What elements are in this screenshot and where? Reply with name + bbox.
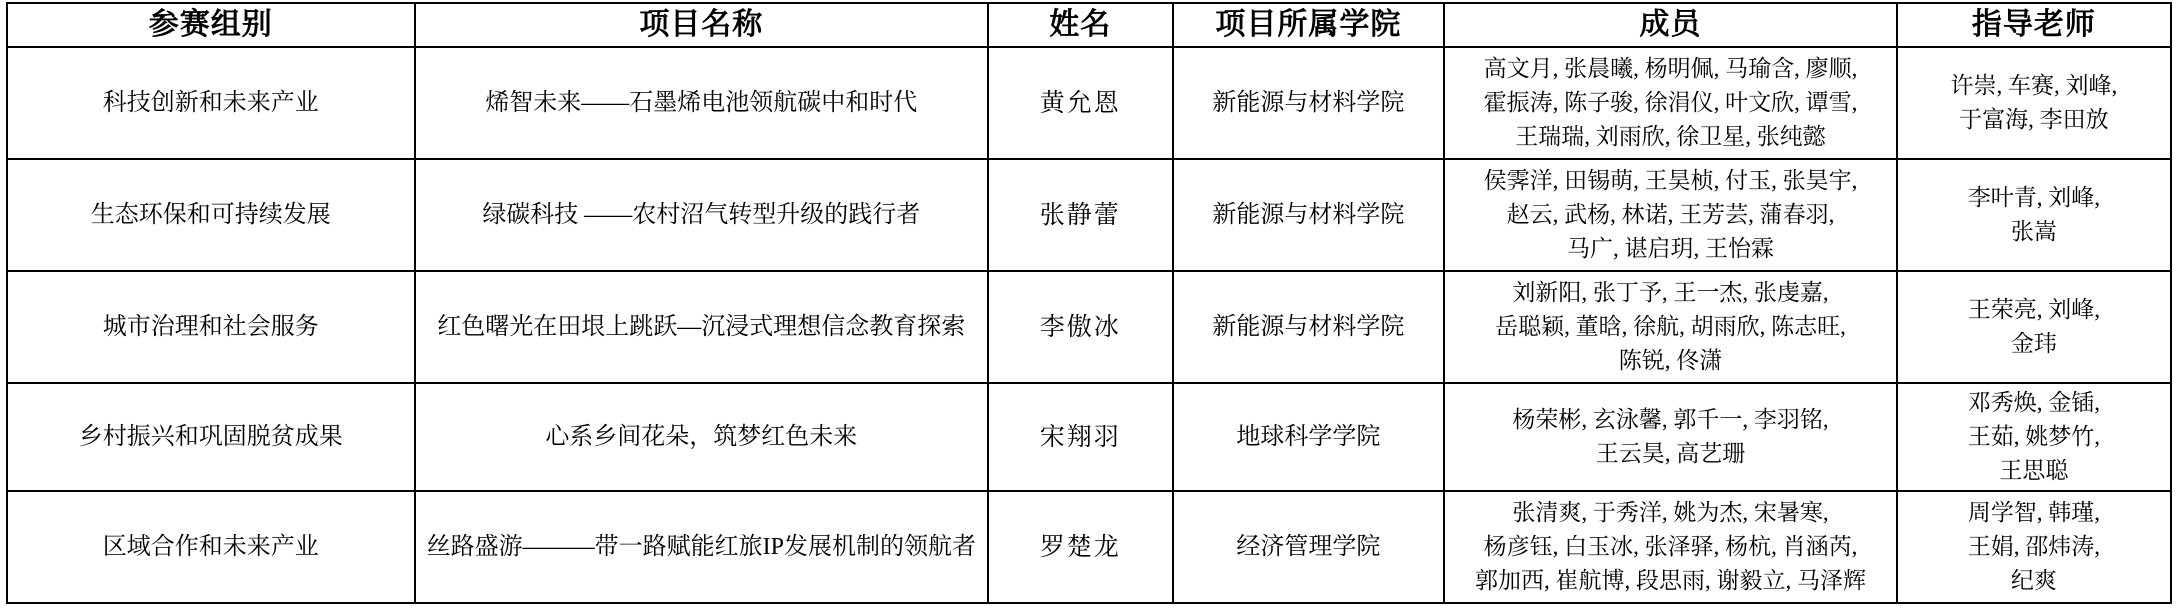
cell-project: 丝路盛游———带一路赋能红旅IP发展机制的领航者 [415, 491, 988, 603]
cell-teacher [1897, 47, 2171, 159]
teacher-line: 金玮 [2010, 331, 2057, 356]
header-group: 参赛组别 [7, 3, 415, 47]
member-line: 霍振涛, 陈子骏, 徐涓仪, 叶文欣, 谭雪, [1483, 90, 1858, 115]
header-members: 成员 [1444, 3, 1896, 47]
cell-group: 区域合作和未来产业 [7, 491, 415, 603]
cell-project: 绿碳科技 ——农村沼气转型升级的践行者 [415, 159, 988, 271]
teacher-line: 周学智, 韩瑾, [1967, 500, 2100, 525]
member-line: 岳聪颖, 董晗, 徐航, 胡雨欣, 陈志旺, [1495, 314, 1846, 339]
cell-members [1444, 271, 1896, 383]
cell-members [1444, 491, 1896, 603]
header-teacher: 指导老师 [1897, 3, 2171, 47]
member-line: 杨荣彬, 玄泳馨, 郭千一, 李羽铭, [1512, 407, 1829, 432]
member-line: 陈锐, 佟潇 [1618, 348, 1723, 373]
cell-members [1444, 159, 1896, 271]
member-line: 郭加西, 崔航博, 段思雨, 谢毅立, 马泽辉 [1474, 568, 1866, 593]
header-row [7, 3, 2171, 47]
cell-name: 黄允恩 [988, 47, 1172, 159]
cell-college: 新能源与材料学院 [1173, 159, 1445, 271]
cell-college: 新能源与材料学院 [1173, 47, 1445, 159]
cell-members [1444, 383, 1896, 491]
teacher-line: 李叶青, 刘峰, [1967, 185, 2100, 210]
member-line: 张清爽, 于秀洋, 姚为杰, 宋暑寒, [1512, 500, 1829, 525]
header-name: 姓名 [988, 3, 1172, 47]
cell-teacher [1897, 159, 2171, 271]
cell-college: 新能源与材料学院 [1173, 271, 1445, 383]
cell-teacher [1897, 491, 2171, 603]
member-line: 王云昊, 高艺珊 [1595, 441, 1746, 466]
cell-group: 科技创新和未来产业 [7, 47, 415, 159]
table-row [7, 159, 2171, 271]
teacher-line: 邓秀焕, 金锸, [1967, 390, 2100, 415]
cell-teacher [1897, 271, 2171, 383]
cell-college: 地球科学学院 [1173, 383, 1445, 491]
header-college: 项目所属学院 [1173, 3, 1445, 47]
cell-name: 宋翔羽 [988, 383, 1172, 491]
cell-project: 红色曙光在田垠上跳跃—沉浸式理想信念教育探索 [415, 271, 988, 383]
teacher-line: 王茹, 姚梦竹, [1967, 424, 2100, 449]
table-row [7, 271, 2171, 383]
award-table-sheet [0, 2, 2180, 611]
cell-group: 城市治理和社会服务 [7, 271, 415, 383]
cell-name: 李傲冰 [988, 271, 1172, 383]
table-row [7, 383, 2171, 491]
member-line: 王瑞瑞, 刘雨欣, 徐卫星, 张纯懿 [1515, 124, 1826, 149]
member-line: 侯霁洋, 田锡萌, 王昊桢, 付玉, 张昊宇, [1483, 168, 1858, 193]
award-table [6, 2, 2172, 604]
teacher-line: 王思聪 [1999, 458, 2069, 483]
cell-name: 张静蕾 [988, 159, 1172, 271]
header-project: 项目名称 [415, 3, 988, 47]
teacher-line: 于富海, 李田放 [1959, 107, 2109, 132]
cell-college: 经济管理学院 [1173, 491, 1445, 603]
teacher-line: 纪爽 [2010, 568, 2057, 593]
cell-project: 心系乡间花朵，筑梦红色未来 [415, 383, 988, 491]
cell-project: 烯智未来——石墨烯电池领航碳中和时代 [415, 47, 988, 159]
member-line: 杨彦钰, 白玉冰, 张泽驿, 杨杭, 肖涵芮, [1483, 534, 1858, 559]
member-line: 刘新阳, 张丁予, 王一杰, 张虔嘉, [1512, 280, 1829, 305]
table-row [7, 47, 2171, 159]
cell-members [1444, 47, 1896, 159]
teacher-line: 许崇, 车赛, 刘峰, [1950, 73, 2118, 98]
teacher-line: 王娟, 邵炜涛, [1967, 534, 2100, 559]
table-row [7, 491, 2171, 603]
cell-group: 乡村振兴和巩固脱贫成果 [7, 383, 415, 491]
cell-teacher [1897, 383, 2171, 491]
cell-name: 罗楚龙 [988, 491, 1172, 603]
cell-group: 生态环保和可持续发展 [7, 159, 415, 271]
teacher-line: 张嵩 [2010, 219, 2057, 244]
teacher-line: 王荣亮, 刘峰, [1967, 297, 2100, 322]
table-header [7, 3, 2171, 47]
member-line: 高文月, 张晨曦, 杨明佩, 马瑜含, 廖顺, [1483, 56, 1858, 81]
member-line: 赵云, 武杨, 林诺, 王芳芸, 蒲春羽, [1506, 202, 1835, 227]
member-line: 马广, 谌启玥, 王怡霖 [1566, 236, 1774, 261]
table-body [7, 47, 2171, 603]
